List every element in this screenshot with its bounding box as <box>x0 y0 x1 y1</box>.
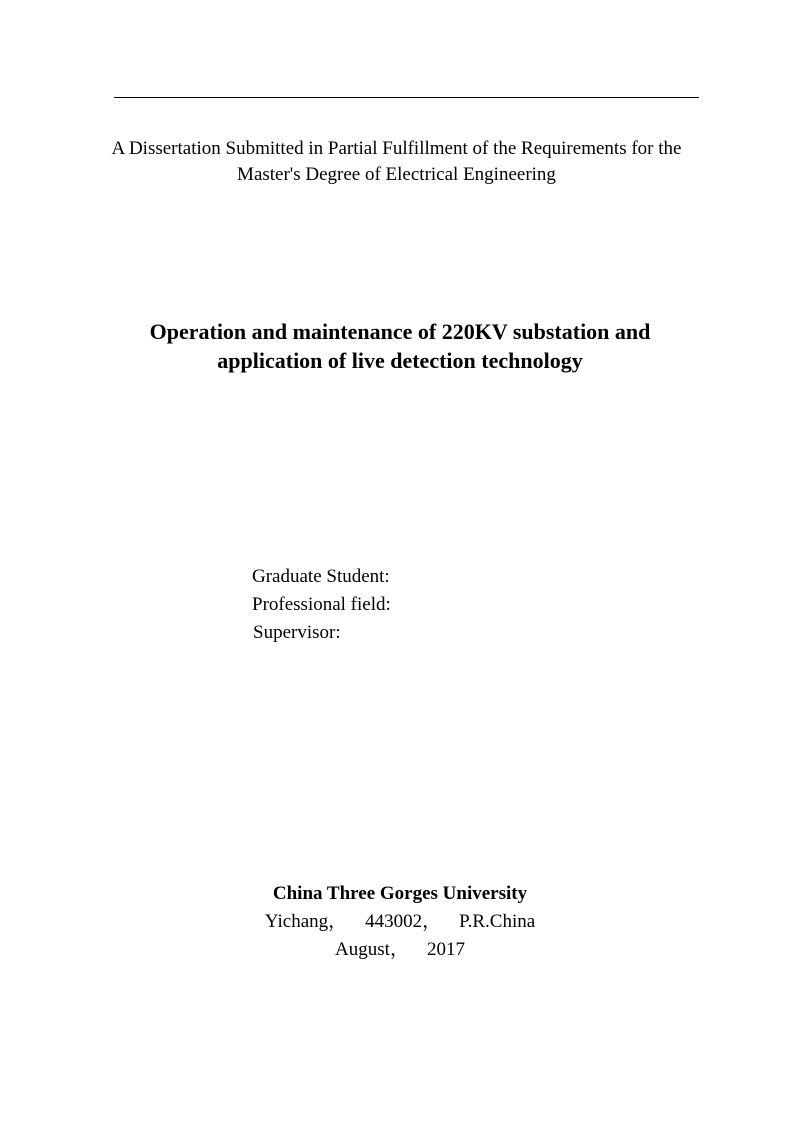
country: P.R.China <box>459 911 536 932</box>
date-line <box>0 936 793 964</box>
submission-line-2: Master's Degree of Electrical Engineering <box>237 164 556 185</box>
postcode: 443002， <box>365 911 442 932</box>
submission-line-1: A Dissertation Submitted in Partial Fulfillment of the Requirements for the <box>111 138 682 159</box>
institution-block <box>0 880 793 964</box>
year: 2017 <box>426 939 465 960</box>
submission-statement <box>0 136 793 188</box>
top-rule <box>114 97 699 98</box>
supervisor-label: Supervisor: <box>253 622 341 643</box>
month: August， <box>335 939 409 960</box>
author-info <box>252 563 391 647</box>
university-name: China Three Gorges University <box>272 883 528 904</box>
title-line-2: application of live detection technology <box>217 348 583 373</box>
graduate-student-label: Graduate Student: <box>252 566 390 587</box>
address-line <box>0 908 793 936</box>
professional-field-label: Professional field: <box>252 594 391 615</box>
title-line-1: Operation and maintenance of 220KV substation and <box>149 319 651 344</box>
city: Yichang， <box>264 911 348 932</box>
dissertation-title <box>0 317 793 375</box>
